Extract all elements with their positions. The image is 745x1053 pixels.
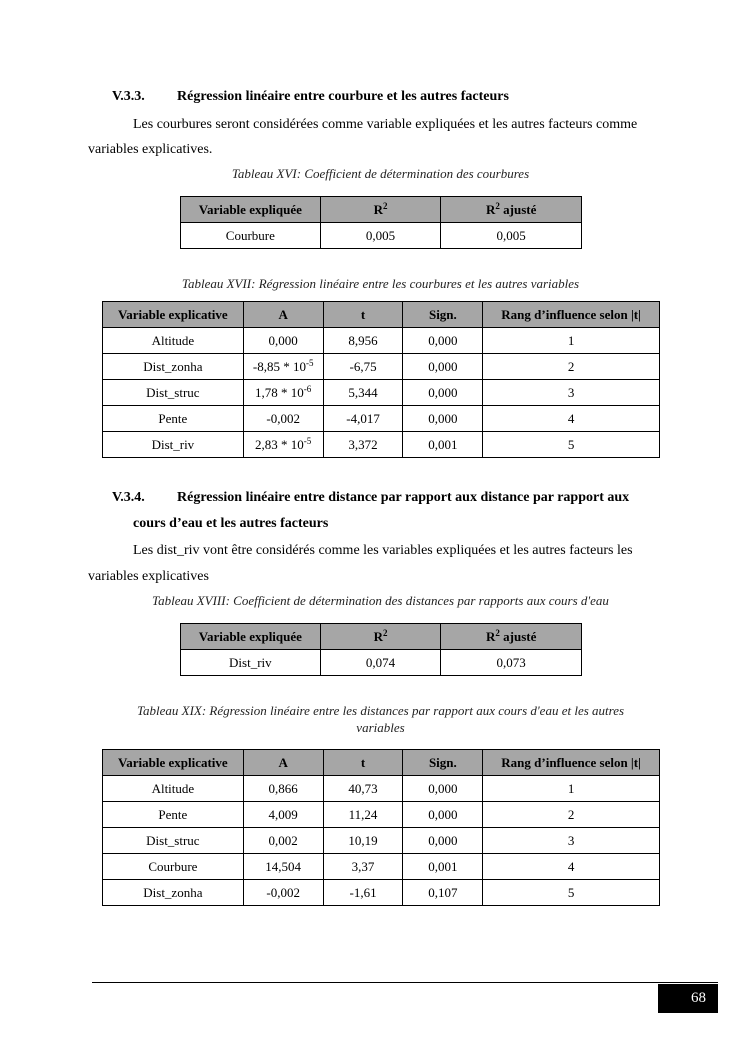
table-cell: Courbure [181, 223, 321, 249]
table-header: t [323, 302, 403, 328]
table-cell: 0,074 [320, 650, 441, 676]
table-row: Pente 4,009 11,24 0,000 2 [103, 802, 660, 828]
table-header: Variable explicative [103, 302, 244, 328]
table-caption: Tableau XIX: Régression linéaire entre les distances par rapport aux cours d'eau et les autres [136, 703, 625, 718]
paragraph-line: Les dist_riv vont être considérés comme les variables expliquées et les autres facteurs les [133, 543, 633, 558]
paragraph-line: variables explicatives. [88, 142, 213, 157]
page-number: 68 [658, 984, 718, 1013]
table-caption: Tableau XVI: Coefficient de détermination des courbures [231, 166, 530, 181]
table-header: Sign. [403, 750, 483, 776]
determination-table-courbure [180, 196, 582, 249]
section-number: V.3.3. [112, 89, 145, 104]
table-row: Dist_struc $1,78 * 10^{-6}$ 5,344 0,000 3 [103, 380, 660, 406]
table-header: $R^2$ ajusté [441, 197, 582, 223]
table-header: Rang d’influence selon |t| [483, 750, 660, 776]
table-header: Variable explicative [103, 750, 244, 776]
table-cell: 0,005 [441, 223, 582, 249]
regression-table-courbure [102, 301, 660, 458]
regression-table-dist-riv [102, 749, 660, 906]
table-row: Pente -0,002 -4,017 0,000 4 [103, 406, 660, 432]
table-row: Altitude 0,866 40,73 0,000 1 [103, 776, 660, 802]
section-title: Régression linéaire entre courbure et les autres facteurs [177, 89, 509, 104]
determination-table-dist-riv [180, 623, 582, 676]
table-header: A [243, 750, 323, 776]
table-row: Dist_zonha -0,002 -1,61 0,107 5 [103, 880, 660, 906]
table-row: Dist_riv $2,83 * 10^{-5}$ 3,372 0,001 5 [103, 432, 660, 458]
table-caption-continued: variables [356, 720, 405, 735]
table-caption: Tableau XVIII: Coefficient de détermination des distances par rapports aux cours d'eau [152, 593, 609, 608]
table-row: Dist_zonha $-8,85 * 10^{-5}$ -6,75 0,000 2 [103, 354, 660, 380]
table-cell: Dist_riv [181, 650, 321, 676]
table-header: t [323, 750, 403, 776]
table-caption: Tableau XVII: Régression linéaire entre les courbures et les autres variables [181, 276, 580, 291]
table-header: Variable expliquée [181, 624, 321, 650]
table-header: Sign. [403, 302, 483, 328]
section-title: Régression linéaire entre distance par rapport aux distance par rapport aux [177, 490, 630, 505]
section-heading-v33 [112, 89, 509, 105]
table-row: Courbure 14,504 3,37 0,001 4 [103, 854, 660, 880]
section-title-continued: cours d’eau et les autres facteurs [133, 516, 329, 531]
paragraph-line: variables explicatives [88, 569, 209, 584]
footer-divider [92, 982, 718, 983]
table-header: $R^2$ [320, 197, 441, 223]
table-cell: 0,073 [441, 650, 582, 676]
table-row: Altitude 0,000 8,956 0,000 1 [103, 328, 660, 354]
table-header: $R^2$ [320, 624, 441, 650]
table-row: Dist_struc 0,002 10,19 0,000 3 [103, 828, 660, 854]
table-header: Variable expliquée [181, 197, 321, 223]
section-heading-v34 [112, 490, 629, 506]
table-header: Rang d’influence selon |t| [483, 302, 660, 328]
table-header: $R^2$ ajusté [441, 624, 582, 650]
section-number: V.3.4. [112, 490, 145, 505]
table-header: A [243, 302, 323, 328]
table-cell: 0,005 [320, 223, 441, 249]
paragraph-line: Les courbures seront considérées comme variable expliquées et les autres facteurs comme [133, 117, 638, 132]
